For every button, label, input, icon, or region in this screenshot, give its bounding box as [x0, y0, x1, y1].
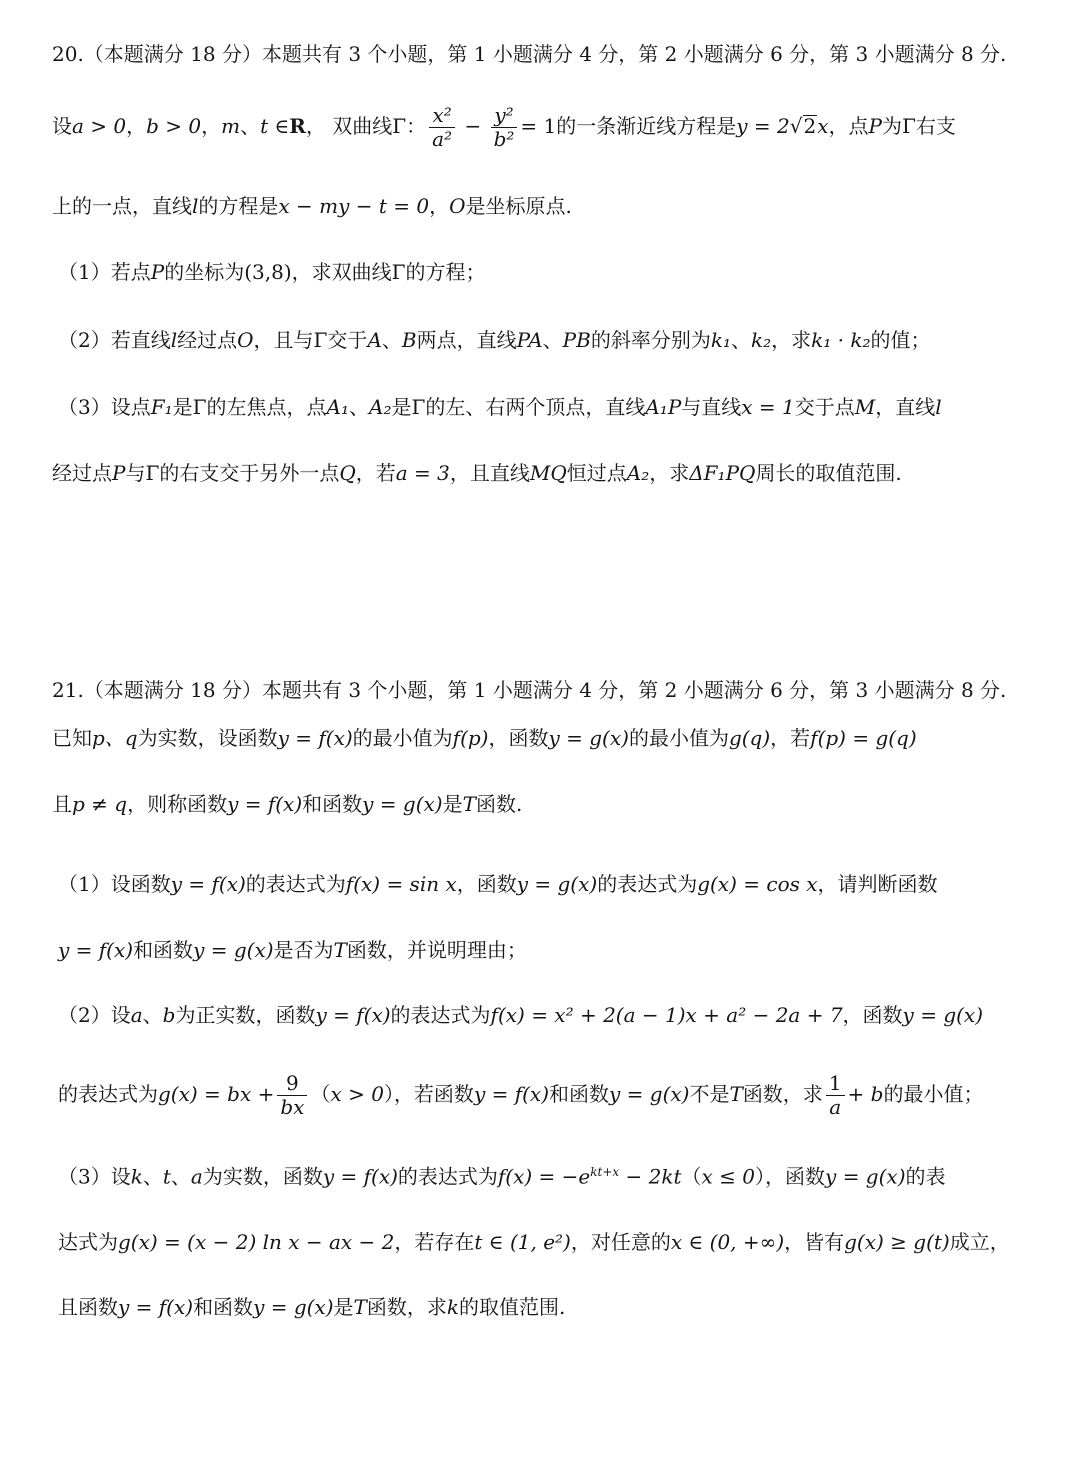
- text: 的方程是: [198, 194, 279, 218]
- math: MQ: [529, 461, 567, 485]
- math: A₂: [369, 395, 392, 419]
- text: （: [681, 1164, 702, 1189]
- text: 且: [52, 792, 72, 816]
- math: a > 0: [72, 114, 127, 138]
- math: (3,8): [244, 260, 292, 284]
- text: 是: [442, 792, 463, 816]
- text: ，若: [355, 461, 396, 485]
- q20-part3-line2: [0, 463, 1080, 483]
- text: 的表: [905, 1164, 946, 1189]
- math: y = g(x): [825, 1164, 906, 1189]
- fraction-x2-a2: [429, 104, 455, 151]
- q21-header-text: 21.（本题满分 18 分）本题共有 3 个小题，第 1 小题满分 4 分，第 2 小题满分 6 分，第 3 小题满分 8 分.: [52, 678, 1007, 702]
- text: ，皆有: [784, 1230, 845, 1254]
- math: x = 1: [741, 395, 795, 419]
- text: 的取值范围.: [459, 1295, 566, 1319]
- math: l: [170, 328, 178, 352]
- text: （3）设点: [58, 395, 151, 419]
- text: 是否为: [273, 938, 334, 962]
- text: 的表达式为: [390, 1003, 491, 1027]
- math: y = f(x): [277, 726, 353, 750]
- math: g(x) = (x − 2) ln x − ax − 2: [118, 1230, 395, 1254]
- math: O: [449, 194, 466, 218]
- math: a: [829, 1095, 842, 1119]
- fraction-9-bx: [277, 1072, 307, 1119]
- math: x − my − t = 0: [278, 194, 430, 218]
- text: ，求: [649, 461, 690, 485]
- text: 的最小值；: [883, 1082, 984, 1106]
- text: 函数，求: [366, 1295, 447, 1319]
- text: 、: [349, 395, 369, 419]
- text: 已知: [52, 726, 92, 750]
- math: g(q): [728, 726, 771, 750]
- text: ，且直线: [449, 461, 530, 485]
- q21-part3-line2: [0, 1232, 1080, 1252]
- math: f(p): [452, 726, 489, 750]
- math: 2: [803, 114, 817, 138]
- math: = 1: [520, 114, 557, 138]
- math: t ∈ (1, e²): [474, 1230, 571, 1254]
- math: PA: [516, 328, 543, 352]
- math: T: [462, 792, 476, 816]
- text: 恒过点: [566, 461, 627, 485]
- math: g(x) ≥ g(t): [844, 1230, 950, 1254]
- math: y = g(x): [902, 1003, 984, 1027]
- q20-part3-line1: [0, 397, 1080, 417]
- math: l: [935, 395, 942, 419]
- math: P: [868, 114, 882, 138]
- math: k₁ · k₂: [811, 328, 871, 352]
- math: f(x) = x² + 2(a − 1)x + a² − 2a + 7: [490, 1003, 843, 1027]
- text: ，求: [771, 328, 812, 352]
- math: k₁: [710, 328, 731, 352]
- math: k₂: [750, 328, 772, 352]
- text: 函数，求: [742, 1082, 823, 1106]
- text: 是Γ的左焦点，点: [172, 395, 327, 419]
- text: ，: [429, 194, 450, 218]
- q21-part3-line1: [0, 1166, 1080, 1187]
- q20-header: [0, 44, 1080, 64]
- math: O: [237, 328, 254, 352]
- math: M: [854, 395, 876, 419]
- text: 上的一点，直线: [52, 194, 192, 218]
- text: 的最小值为: [628, 726, 729, 750]
- text: ，直线: [875, 395, 936, 419]
- math: y = f(x): [227, 792, 303, 816]
- q21-stem-line2: [0, 794, 1080, 814]
- math: R: [289, 114, 306, 138]
- text: 成立，: [949, 1230, 1010, 1254]
- math: b: [162, 1003, 176, 1027]
- text: 的最小值为: [352, 726, 453, 750]
- q21-part3-line3: [0, 1297, 1080, 1317]
- text: 、: [730, 328, 751, 352]
- math: P: [150, 260, 165, 284]
- text: ，且与Γ交于: [253, 328, 368, 352]
- math: a = 3: [395, 461, 450, 485]
- text: ，函数: [456, 872, 517, 896]
- math: k: [130, 1164, 143, 1189]
- math: ΔF₁PQ: [689, 461, 756, 485]
- math: 9: [277, 1072, 307, 1096]
- math: p ≠ q: [72, 792, 128, 816]
- math: y = f(x): [170, 872, 246, 896]
- math: 1: [826, 1072, 845, 1096]
- text: 的表达式为: [597, 872, 698, 896]
- text: （1）设函数: [58, 872, 171, 896]
- math: Q: [339, 461, 356, 485]
- math: F₁: [150, 395, 173, 419]
- math: x ≤ 0: [701, 1164, 756, 1189]
- math: − 2kt: [619, 1164, 682, 1189]
- math: m: [221, 114, 241, 138]
- math: x ∈ (0, +∞): [670, 1230, 785, 1254]
- math: t: [162, 1164, 171, 1189]
- text: 、: [542, 328, 563, 352]
- math: y = f(x): [315, 1003, 391, 1027]
- text: ，函数: [488, 726, 549, 750]
- text: 达式为: [58, 1230, 118, 1254]
- text: 设: [52, 114, 72, 138]
- text: 的表达式为: [245, 872, 346, 896]
- math: x: [817, 114, 829, 138]
- math: T: [729, 1082, 743, 1106]
- text: 是坐标原点.: [465, 194, 572, 218]
- text: ，对任意的: [570, 1230, 671, 1254]
- text: ，: [201, 114, 222, 138]
- math: l: [192, 194, 199, 218]
- math: y = f(x): [322, 1164, 398, 1189]
- text: 、: [142, 1003, 163, 1027]
- math: A₁P: [645, 395, 682, 419]
- math: y²: [491, 104, 518, 128]
- text: 交于点: [794, 395, 855, 419]
- q20-part2: [0, 330, 1080, 350]
- q20-header-text: 20.（本题满分 18 分）本题共有 3 个小题，第 1 小题满分 4 分，第 2 小题满分 6 分，第 3 小题满分 8 分.: [52, 42, 1007, 66]
- fraction-y2-b2: [491, 104, 518, 151]
- text: 的值；: [870, 328, 931, 352]
- math: y = g(x): [548, 726, 629, 750]
- text: 的表达式为: [397, 1164, 498, 1189]
- text: 经过点: [52, 461, 112, 485]
- text: ，请判断函数: [817, 872, 938, 896]
- math: a: [190, 1164, 203, 1189]
- math: a²: [432, 127, 453, 151]
- text: 经过点: [177, 328, 238, 352]
- math: T: [333, 938, 347, 962]
- text: 与Γ的右支交于另外一点: [125, 461, 340, 485]
- math: A: [367, 328, 382, 352]
- math: k: [446, 1295, 459, 1319]
- text: ，函数: [842, 1003, 903, 1027]
- math: g(x) = cos x: [697, 872, 818, 896]
- math: P: [112, 461, 126, 485]
- math: b²: [493, 127, 515, 151]
- math: b > 0: [146, 114, 202, 138]
- math: A₁: [326, 395, 349, 419]
- text: ，若存在: [394, 1230, 475, 1254]
- text: 和函数: [193, 1295, 254, 1319]
- text: ，则称函数: [127, 792, 228, 816]
- math: y = g(x): [362, 792, 443, 816]
- math: kt+x: [590, 1165, 620, 1179]
- text: （1）若点: [58, 260, 151, 284]
- math: y = f(x): [118, 1295, 194, 1319]
- text: 和函数: [302, 792, 363, 816]
- text: 、: [170, 1164, 191, 1189]
- math: f(x) = −e: [497, 1164, 591, 1189]
- text: 和函数: [549, 1082, 609, 1106]
- math: T: [353, 1295, 367, 1319]
- text: ），函数: [755, 1164, 826, 1189]
- math: f(p) = g(q): [810, 726, 917, 750]
- text: 周长的取值范围.: [755, 461, 902, 485]
- sqrt-icon: √: [789, 114, 803, 138]
- text: （2）设: [58, 1003, 131, 1027]
- fraction-1-a: [826, 1072, 845, 1119]
- q20-stem-line1: [0, 104, 1080, 151]
- text: 为正实数，函数: [175, 1003, 316, 1027]
- math: B: [401, 328, 417, 352]
- math: y = f(x): [473, 1082, 549, 1106]
- text: 与直线: [681, 395, 742, 419]
- q21-stem-line1: [0, 728, 1080, 748]
- text: 为实数，函数: [202, 1164, 323, 1189]
- text: 是: [333, 1295, 354, 1319]
- math: a: [130, 1003, 143, 1027]
- q20-stem-line2: [0, 196, 1080, 216]
- text: 函数，并说明理由；: [346, 938, 527, 962]
- math: f(x) = sin x: [345, 872, 457, 896]
- text: 的坐标为: [164, 260, 245, 284]
- q21-part2-line2: [0, 1072, 1080, 1119]
- text: 函数.: [475, 792, 523, 816]
- q21-header: [0, 680, 1080, 700]
- math: y = 2: [736, 114, 790, 138]
- math: bx: [280, 1095, 305, 1119]
- math: + b: [847, 1082, 884, 1106]
- math: p、q: [92, 726, 138, 750]
- text: 不是: [689, 1082, 730, 1106]
- math: x²: [429, 104, 455, 128]
- text: ），若函数: [383, 1082, 474, 1106]
- math: −: [458, 114, 488, 138]
- math: x > 0: [330, 1082, 384, 1106]
- text: 、: [240, 114, 261, 138]
- text: ，点: [828, 114, 869, 138]
- math: y = g(x): [193, 938, 274, 962]
- q21-part1-line2: [0, 940, 1080, 960]
- text: 是Γ的左、右两个顶点，直线: [391, 395, 646, 419]
- text: ，: [126, 114, 147, 138]
- text: 且函数: [58, 1295, 118, 1319]
- text: 两点，直线: [416, 328, 517, 352]
- text: 为Γ右支: [882, 114, 956, 138]
- text: （: [310, 1082, 331, 1106]
- text: 的一条渐近线方程是: [556, 114, 737, 138]
- text: （2）若直线: [58, 328, 171, 352]
- q21-part1-line1: [0, 874, 1080, 894]
- text: 、: [381, 328, 402, 352]
- math: A₂: [626, 461, 650, 485]
- text: ，若: [770, 726, 811, 750]
- text: 为实数，设函数: [137, 726, 278, 750]
- text: 的斜率分别为: [590, 328, 711, 352]
- text: ， 双曲线Γ：: [305, 114, 427, 138]
- math: y = g(x): [609, 1082, 690, 1106]
- math: y = f(x): [58, 938, 134, 962]
- q20-part1: [0, 262, 1080, 282]
- math: g(x) = bx +: [158, 1082, 275, 1106]
- text: 、: [142, 1164, 163, 1189]
- math: t ∈: [260, 114, 290, 138]
- text: 的表达式为: [58, 1082, 158, 1106]
- math: PB: [562, 328, 591, 352]
- math: y = g(x): [516, 872, 598, 896]
- q21-part2-line1: [0, 1005, 1080, 1025]
- text: 和函数: [133, 938, 194, 962]
- text: ，求双曲线Γ的方程；: [291, 260, 486, 284]
- text: （3）设: [58, 1164, 131, 1189]
- math: y = g(x): [253, 1295, 334, 1319]
